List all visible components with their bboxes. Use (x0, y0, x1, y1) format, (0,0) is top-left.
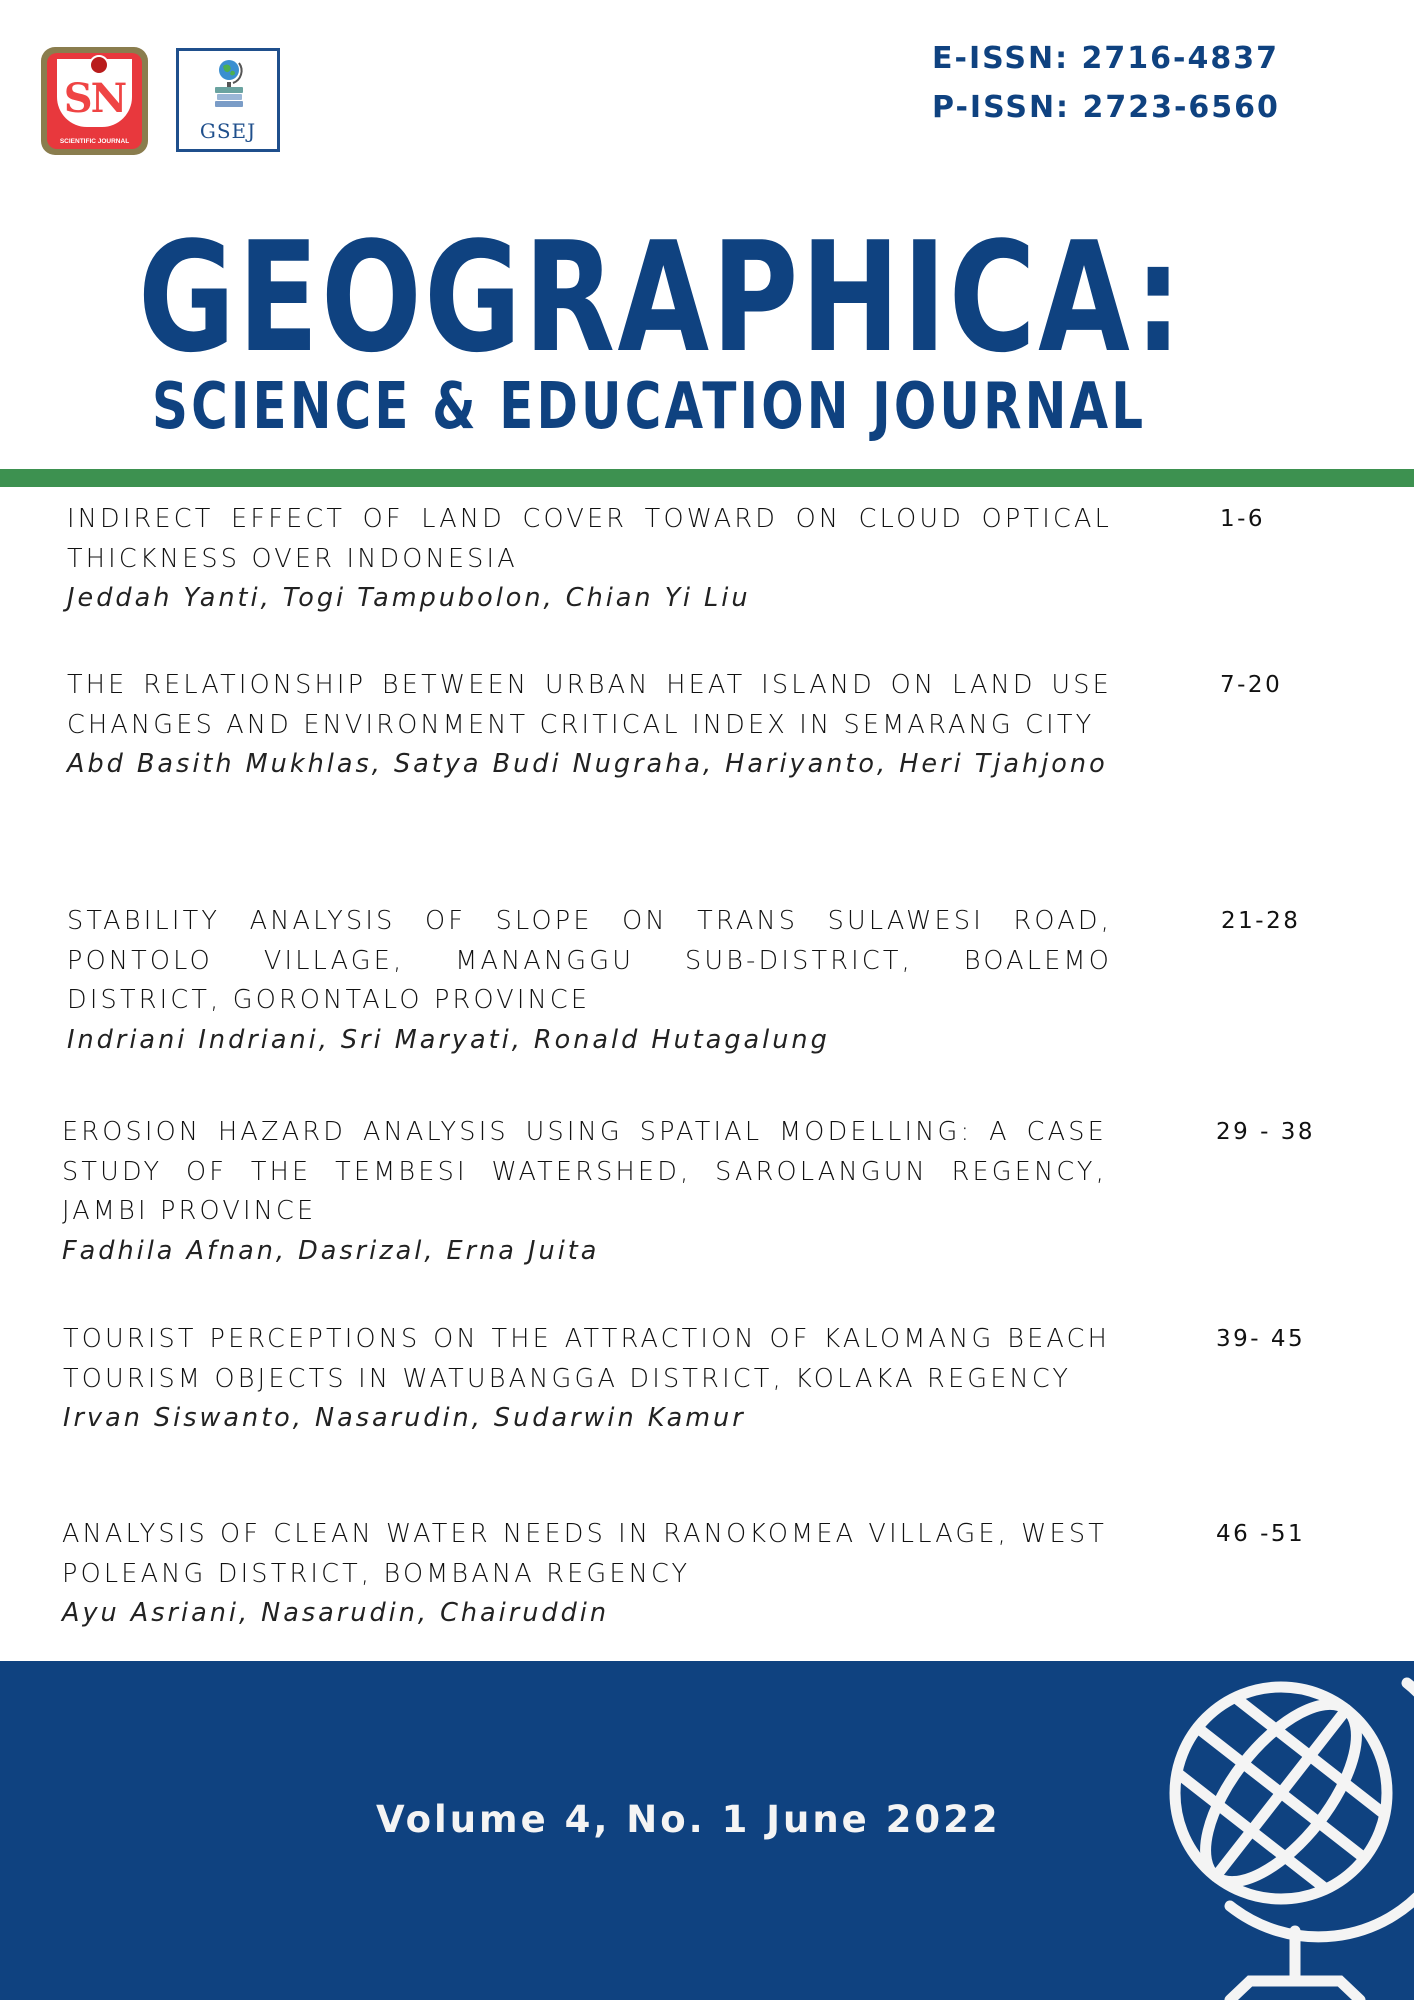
footer-band (0, 1661, 1414, 2000)
gsej-logo-text: GSEJ (199, 119, 257, 143)
article-pages: 7-20 (1220, 672, 1283, 698)
article-authors: Irvan Siswanto, Nasarudin, Sudarwin Kamur (63, 1403, 746, 1433)
article-authors: Fadhila Afnan, Dasrizal, Erna Juita (62, 1235, 600, 1266)
journal-title: GEOGRAPHICA: (138, 209, 1185, 386)
gsej-logo (176, 48, 280, 152)
article-authors: Abd Basith Mukhlas, Satya Budi Nugraha, Hariyanto, Heri Tjahjono (67, 749, 1108, 779)
p-issn: P-ISSN: 2723-6560 (932, 90, 1280, 125)
article-authors: Jeddah Yanti, Togi Tampubolon, Chian Yi Liu (67, 583, 751, 613)
issn-block (932, 34, 1280, 132)
article-3[interactable] (67, 902, 1112, 1060)
article-pages: 39- 45 (1216, 1326, 1306, 1352)
article-1[interactable] (67, 500, 1112, 619)
article-title[interactable]: INDIRECT EFFECT OF LAND COVER TOWARD ON CLOUD OPTICAL THICKNESS OVER INDONESIA (67, 504, 1112, 574)
journal-subtitle: SCIENCE & EDUCATION JOURNAL (152, 370, 1147, 444)
globe-books-icon (212, 57, 246, 113)
logo-caption: SCIENTIFIC JOURNAL (59, 138, 130, 145)
globe-icon (1160, 1661, 1414, 2000)
article-title[interactable]: EROSION HAZARD ANALYSIS USING SPATIAL MODELLING: A CASE STUDY OF THE TEMBESI WATERSHED, SAROLANGUN REGENCY, JAMBI PROVINCE (62, 1117, 1107, 1226)
article-title[interactable]: ANALYSIS OF CLEAN WATER NEEDS IN RANOKOMEA VILLAGE, WEST POLEANG DISTRICT, BOMBANA REGENCY (62, 1519, 1107, 1589)
e-issn: E-ISSN: 2716-4837 (932, 41, 1279, 76)
article-pages: 46 -51 (1216, 1521, 1306, 1547)
seal-icon (89, 55, 109, 75)
article-pages: 29 - 38 (1216, 1119, 1315, 1145)
article-authors: Indriani Indriani, Sri Maryati, Ronald Hutagalung (67, 1024, 830, 1055)
article-pages: 1-6 (1220, 506, 1266, 532)
article-pages: 21-28 (1221, 908, 1301, 934)
article-6[interactable] (62, 1515, 1107, 1634)
article-2[interactable] (67, 666, 1112, 785)
divider-bar (0, 469, 1414, 487)
article-authors: Ayu Asriani, Nasarudin, Chairuddin (62, 1598, 610, 1628)
logo-letters: SN (63, 75, 126, 122)
article-title[interactable]: THE RELATIONSHIP BETWEEN URBAN HEAT ISLAND ON LAND USE CHANGES AND ENVIRONMENT CRITICAL INDEX IN SEMARANG CITY (67, 670, 1112, 740)
sn-scientific-journal-logo (41, 47, 148, 155)
article-4[interactable] (62, 1113, 1107, 1271)
volume-issue-label: Volume 4, No. 1 June 2022 (376, 1798, 1001, 1841)
article-5[interactable] (63, 1320, 1110, 1439)
article-title[interactable]: TOURIST PERCEPTIONS ON THE ATTRACTION OF KALOMANG BEACH TOURISM OBJECTS IN WATUBANGGA DISTRICT, KOLAKA REGENCY (63, 1324, 1110, 1394)
article-title[interactable]: STABILITY ANALYSIS OF SLOPE ON TRANS SULAWESI ROAD, PONTOLO VILLAGE, MANANGGU SUB-DISTRICT, BOALEMO DISTRICT, GORONTALO PROVINCE (67, 906, 1112, 1015)
